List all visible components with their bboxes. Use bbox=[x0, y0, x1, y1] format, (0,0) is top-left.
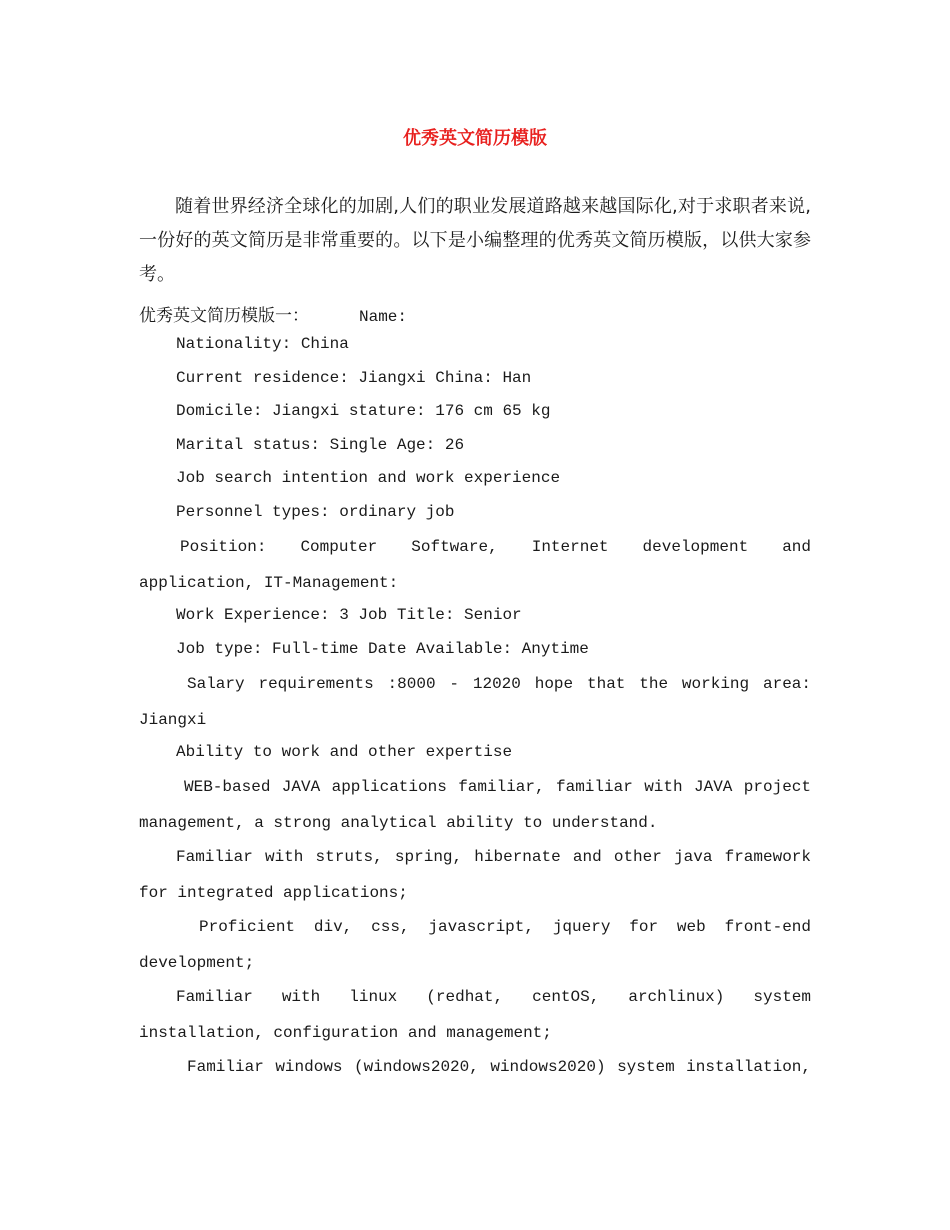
job-type-line: Job type: Full-time Date Available: Anytime bbox=[176, 640, 589, 658]
nationality-line: Nationality: China bbox=[176, 335, 349, 353]
frontend-paragraph: Proficient div, css, javascript, jquery for web front-end development; bbox=[139, 918, 811, 972]
marital-line: Marital status: Single Age: 26 bbox=[176, 436, 465, 454]
section-heading-row bbox=[139, 301, 407, 326]
windows-paragraph: Familiar windows (windows2020, windows2020) system installation, bbox=[187, 1058, 811, 1076]
salary-paragraph: Salary requirements :8000 - 12020 hope that the working area: Jiangxi bbox=[139, 675, 811, 729]
struts-paragraph: Familiar with struts, spring, hibernate and other java framework for integrated applications; bbox=[139, 848, 811, 902]
web-java-paragraph: WEB-based JAVA applications familiar, familiar with JAVA project management, a strong analytical ability to understand. bbox=[139, 778, 811, 832]
job-search-line: Job search intention and work experience bbox=[176, 469, 561, 487]
work-experience-line: Work Experience: 3 Job Title: Senior bbox=[176, 606, 522, 624]
ability-line: Ability to work and other expertise bbox=[176, 743, 513, 761]
personnel-line: Personnel types: ordinary job bbox=[176, 503, 455, 521]
residence-line: Current residence: Jiangxi China: Han bbox=[176, 369, 532, 387]
intro-paragraph: 随着世界经济全球化的加剧,人们的职业发展道路越来越国际化,对于求职者来说,一份好的英文简历是非常重要的。以下是小编整理的优秀英文简历模版，以供大家参考。 bbox=[139, 196, 811, 285]
linux-paragraph: Familiar with linux (redhat, centOS, archlinux) system installation, configuration and management; bbox=[139, 988, 811, 1042]
document-title: 优秀英文简历模版 bbox=[403, 128, 547, 149]
name-label: Name: bbox=[359, 308, 408, 326]
section-heading: 优秀英文简历模版一： bbox=[139, 306, 309, 326]
domicile-line: Domicile: Jiangxi stature: 176 cm 65 kg bbox=[176, 402, 551, 420]
position-paragraph: Position: Computer Software, Internet development and application, IT-Management: bbox=[139, 538, 811, 592]
